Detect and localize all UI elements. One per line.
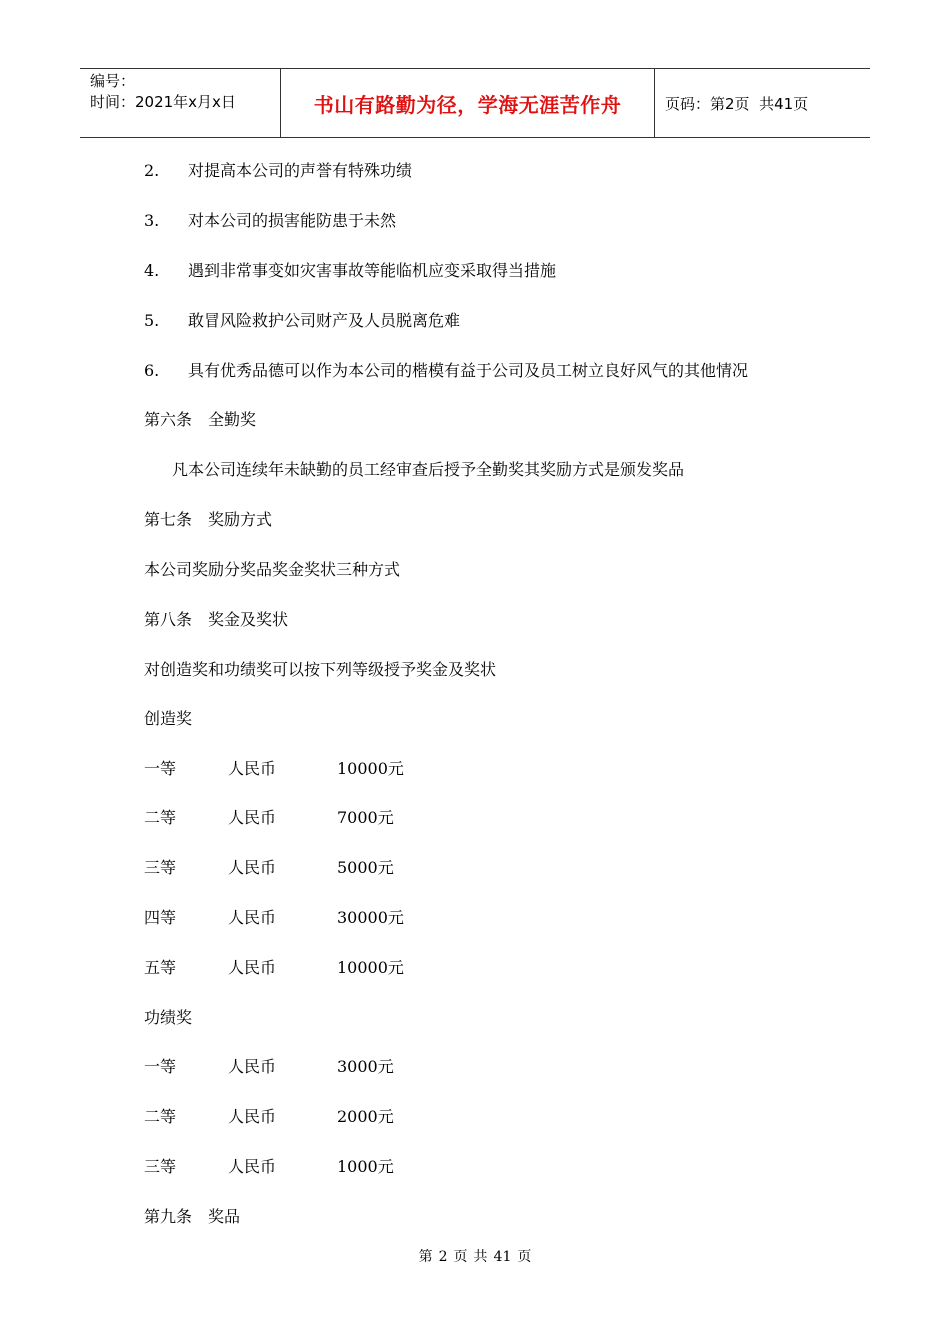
article-8-body: 对创造奖和功绩奖可以按下列等级授予奖金及奖状 (144, 660, 497, 679)
header-motto: 书山有路勤为径，学海无涯苦作舟 (281, 69, 655, 137)
article-8-heading: 第八条 奖金及奖状 (144, 610, 289, 629)
award-row: 一等 人民币 3000元 (144, 1057, 394, 1076)
award-row: 一等 人民币 10000元 (144, 759, 404, 778)
list-item: 3. 对本公司的损害能防患于未然 (144, 211, 397, 230)
award-row: 五等 人民币 10000元 (144, 958, 404, 977)
page-header (80, 68, 870, 138)
creation-award-title: 创造奖 (144, 709, 193, 728)
list-item: 2. 对提高本公司的声誉有特殊功绩 (144, 161, 413, 180)
page-footer: 第 2 页 共 41 页 (418, 1249, 532, 1265)
article-7-heading: 第七条 奖励方式 (144, 510, 273, 529)
list-item: 5. 敢冒风险救护公司财产及人员脱离危难 (144, 311, 461, 330)
article-7-body: 本公司奖励分奖品奖金奖状三种方式 (144, 560, 401, 579)
time-label: 时间：2021年x月x日 (90, 93, 236, 111)
award-row: 三等 人民币 1000元 (144, 1157, 394, 1176)
award-row: 三等 人民币 5000元 (144, 858, 394, 877)
award-row: 二等 人民币 7000元 (144, 808, 394, 827)
award-row: 二等 人民币 2000元 (144, 1107, 394, 1126)
list-item: 4. 遇到非常事变如灾害事故等能临机应变采取得当措施 (144, 261, 557, 280)
header-meta (80, 69, 281, 137)
article-9-heading: 第九条 奖品 (144, 1207, 241, 1226)
list-item: 6. 具有优秀品德可以作为本公司的楷模有益于公司及员工树立良好风气的其他情况 (144, 361, 749, 380)
article-6-body: 凡本公司连续年未缺勤的员工经审查后授予全勤奖其奖励方式是颁发奖品 (172, 460, 685, 479)
header-page-info: 页码：第2页 共41页 (665, 94, 809, 113)
award-row: 四等 人民币 30000元 (144, 908, 404, 927)
article-6-heading: 第六条 全勤奖 (144, 410, 257, 429)
serial-label: 编号： (90, 72, 136, 90)
merit-award-title: 功绩奖 (144, 1008, 193, 1027)
